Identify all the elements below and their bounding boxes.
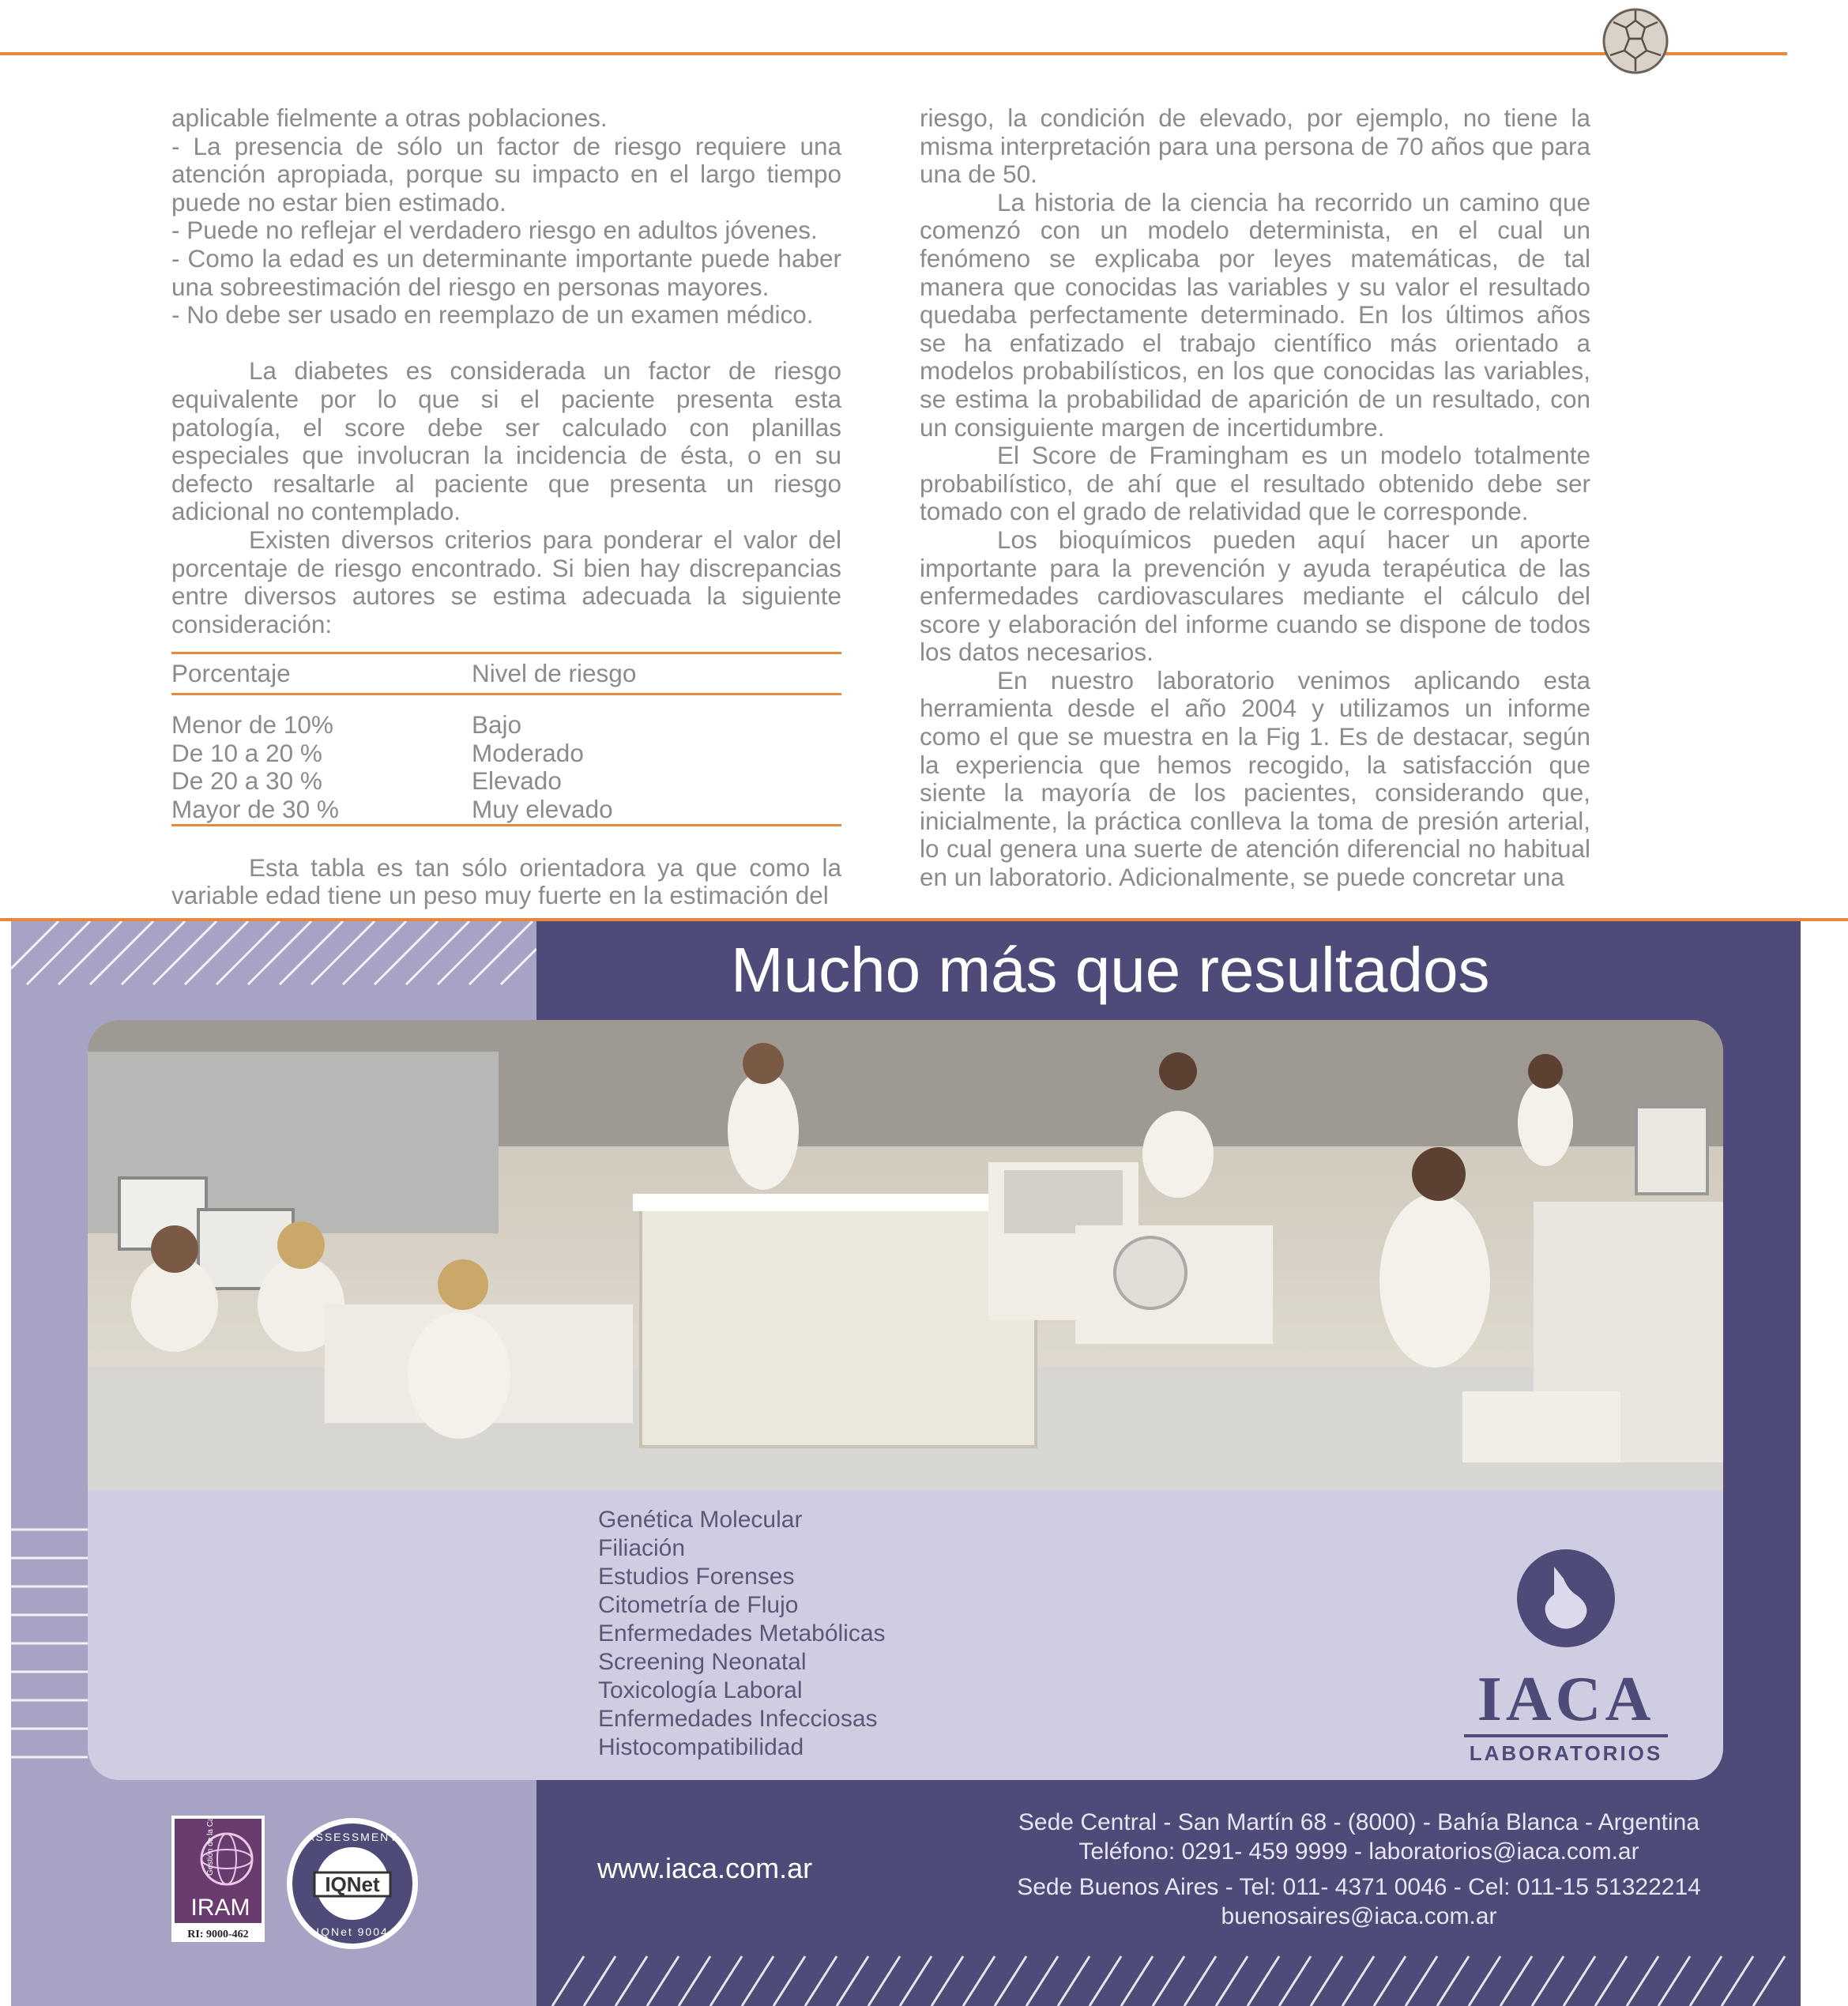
iqnet-bottom-text: IQNet 9004 bbox=[316, 1925, 389, 1938]
drop-icon bbox=[1507, 1547, 1625, 1650]
ad-headline: Mucho más que resultados bbox=[731, 935, 1490, 1005]
services-panel bbox=[88, 1490, 1723, 1780]
risk-table-cell: Menor de 10% bbox=[171, 710, 333, 740]
right-paragraph: En nuestro laboratorio venimos aplicando esta herramienta desde el año 2004 y utilizamos un informe como el que se muestra en la Fig 1. Es de destacar, según la experiencia que hemos recogido, la satisfacción que siente la mayoría de los pacientes, considerando que, inicialmente, la práctica conlleva la toma de presión arterial, lo cual genera una suerte de atención diferencial no habitual en un laboratorio. Adicionalmente, se puede concretar una bbox=[920, 665, 1590, 892]
list-item: Screening Neonatal bbox=[598, 1649, 807, 1675]
logo-subtitle: LABORATORIOS bbox=[1469, 1741, 1663, 1765]
list-item: Genética Molecular bbox=[598, 1507, 803, 1533]
risk-table-cell: Mayor de 30 % bbox=[171, 795, 339, 824]
iram-name: IRAM bbox=[190, 1895, 250, 1921]
risk-table-cell: Muy elevado bbox=[472, 795, 613, 824]
list-item: Enfermedades Metabólicas bbox=[598, 1620, 886, 1647]
risk-table-header-cell: Nivel de riesgo bbox=[472, 658, 637, 687]
fullerene-icon bbox=[1599, 5, 1672, 77]
left-paragraph: aplicable fielmente a otras poblaciones. bbox=[171, 103, 608, 132]
risk-table-header-cell: Porcentaje bbox=[171, 658, 291, 687]
logo-name: IACA bbox=[1477, 1665, 1655, 1734]
iqnet-top-text: ASSESSMENT bbox=[307, 1831, 398, 1843]
left-paragraph: Existen diversos criterios para ponderar el valor del porcentaje de riesgo encontrado. Si bien hay discrepancias entre diversos autores se estima adecuada la siguiente consideración: bbox=[171, 525, 841, 638]
website-link[interactable]: www.iaca.com.ar bbox=[597, 1852, 813, 1884]
contact-line: Teléfono: 0291- 459 9999 - laboratorios@iaca.com.ar bbox=[1078, 1839, 1639, 1865]
list-item: Filiación bbox=[598, 1535, 686, 1561]
left-column bbox=[171, 104, 841, 910]
iram-code: RI: 9000-462 bbox=[187, 1929, 249, 1940]
table-row bbox=[171, 740, 841, 768]
right-paragraph: La historia de la ciencia ha recorrido un camino que comenzó con un modelo determinista, en el cual un fenómeno se explicaba por leyes matemáticas, de tal manera que conocidas las variables y su valor el resultado quedaba perfectamente determinado. En los últimos años se ha enfatizado el trabajo científico más orientado a modelos probabilísticos, en los que conocidas las variables, se estima la probabilidad de aparición de un resultado, con un consiguiente margen de incertidumbre. bbox=[920, 187, 1590, 442]
contact-line: Sede Central - San Martín 68 - (8000) - Bahía Blanca - Argentina bbox=[1018, 1809, 1700, 1835]
contact-line: Sede Buenos Aires - Tel: 011- 4371 0046 - Cel: 011-15 51322214 bbox=[1017, 1874, 1701, 1900]
left-paragraph: - Como la edad es un determinante importante puede haber una sobreestimación del riesgo en personas mayores. bbox=[171, 243, 841, 301]
laboratory-photo bbox=[88, 1020, 1723, 1490]
left-paragraph: - Puede no reflejar el verdadero riesgo en adultos jóvenes. bbox=[171, 216, 818, 245]
risk-table bbox=[171, 652, 841, 826]
left-paragraph: La diabetes es considerada un factor de riesgo equivalente por lo que si el paciente presenta esta patología, el score debe ser calculado con planillas especiales que involucran la incidencia de ésta, o en su defecto resaltarle al paciente que presenta un riesgo adicional no contemplado. bbox=[171, 356, 841, 526]
contact-line: buenosaires@iaca.com.ar bbox=[1221, 1903, 1497, 1929]
risk-table-header bbox=[171, 654, 841, 693]
iqnet-name: IQNet bbox=[325, 1872, 380, 1896]
risk-table-cell: Moderado bbox=[472, 738, 584, 767]
risk-table-cell: De 10 a 20 % bbox=[171, 738, 322, 767]
risk-table-cell: Bajo bbox=[472, 710, 522, 740]
table-row bbox=[171, 767, 841, 796]
iaca-advertisement bbox=[0, 918, 1848, 2006]
list-item: Estudios Forenses bbox=[598, 1564, 795, 1590]
contact-info bbox=[980, 1808, 1738, 1931]
services-list bbox=[598, 1506, 886, 1762]
iqnet-certification-logo bbox=[284, 1816, 420, 1951]
iaca-logo bbox=[1453, 1547, 1690, 1765]
right-paragraph: riesgo, la condición de elevado, por ejemplo, no tiene la misma interpretación para una persona de 70 años que para una de 50. bbox=[920, 103, 1590, 189]
left-paragraph: - No debe ser usado en reemplazo de un examen médico. bbox=[171, 300, 814, 329]
right-column bbox=[920, 104, 1590, 892]
list-item: Toxicología Laboral bbox=[598, 1677, 803, 1703]
risk-table-cell: Elevado bbox=[472, 766, 562, 796]
table-row bbox=[171, 711, 841, 740]
left-paragraph: Esta tabla es tan sólo orientadora ya que como la variable edad tiene un peso muy fuerte en la estimación del bbox=[171, 852, 841, 910]
list-item: Histocompatibilidad bbox=[598, 1734, 804, 1760]
iram-side-text: Gestión de la Calidad bbox=[206, 1816, 215, 1876]
iram-certification-logo bbox=[171, 1816, 265, 1942]
right-paragraph: El Score de Framingham es un modelo totalmente probabilístico, de ahí que el resultado obtenido debe ser tomado con el grado de relatividad que le corresponde. bbox=[920, 441, 1590, 526]
header-rule bbox=[0, 52, 1787, 55]
left-paragraph: - La presencia de sólo un factor de riesgo requiere una atención apropiada, porque su impacto en el largo tiempo puede no estar bien estimado. bbox=[171, 131, 841, 216]
risk-table-cell: De 20 a 30 % bbox=[171, 766, 322, 796]
list-item: Citometría de Flujo bbox=[598, 1592, 799, 1618]
right-paragraph: Los bioquímicos pueden aquí hacer un aporte importante para la prevención y ayuda terapéutica de las enfermedades cardiovasculares mediante el cálculo del score y elaboración del informe cuando se dispone de todos los datos necesarios. bbox=[920, 525, 1590, 667]
table-row bbox=[171, 796, 841, 824]
list-item: Enfermedades Infecciosas bbox=[598, 1706, 878, 1732]
